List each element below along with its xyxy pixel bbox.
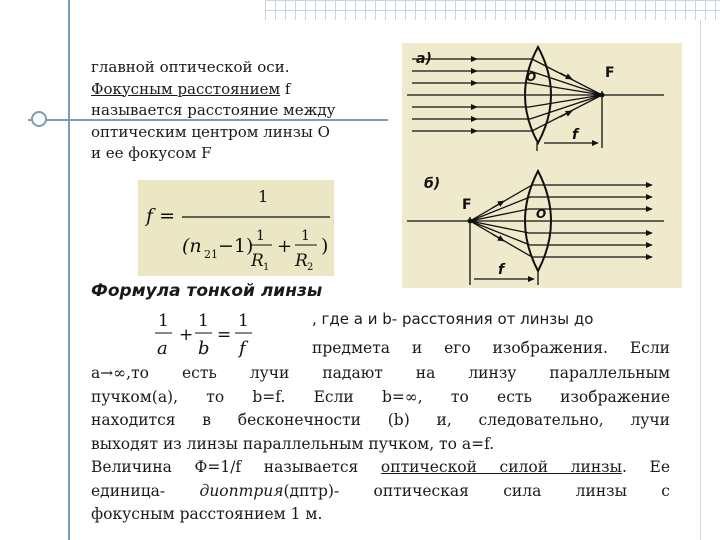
unit-post: (дптр)- оптическая сила линзы с: [283, 481, 670, 500]
focus-F-b: F: [462, 197, 472, 213]
intro-line-3: называется расстояние между: [91, 101, 336, 119]
tlf-f: f: [239, 338, 246, 359]
panel-a-label: а): [416, 51, 432, 67]
formula-description-2: предмета и его изображения. Если: [312, 339, 670, 357]
formula-frac1-num: 1: [256, 228, 265, 244]
thin-lens-formula: [155, 308, 265, 360]
tlf-one-f: 1: [238, 311, 249, 331]
body-line-3: находится в бесконечности (b) и, следовательно, лучи: [91, 411, 670, 429]
intro-line-4: оптическим центром линзы О: [91, 122, 330, 141]
intro-line-2: [91, 79, 411, 101]
focal-definition: [91, 57, 411, 165]
formula-minus-one: −1): [218, 235, 254, 257]
formula-r2: R: [295, 251, 308, 271]
thin-lens-title: Формула тонкой линзы: [91, 281, 323, 301]
focal-f-a: f: [572, 127, 579, 143]
tlf-eq: =: [217, 325, 232, 345]
slide-right-rule: [700, 20, 701, 540]
tlf-a: a: [157, 338, 168, 359]
optical-power-term: оптической силой линзы: [380, 458, 622, 476]
body-line-1: a→∞,то есть лучи падают на линзу параллельным: [91, 364, 670, 382]
intro-f: f: [280, 79, 291, 98]
power-post: . Ее: [621, 458, 671, 476]
diopter-term: диоптрия: [199, 481, 284, 500]
intro-line-1: главной оптической оси.: [91, 58, 290, 76]
center-O-b: O: [536, 207, 547, 221]
focus-F-a: F: [605, 65, 615, 81]
formula-frac2-num: 1: [301, 228, 310, 244]
header-grid-decoration: [265, 0, 720, 20]
tlf-plus: +: [179, 325, 194, 345]
formula-numerator: 1: [258, 187, 269, 206]
power-pre: Величина Ф=1/f называется: [91, 458, 381, 476]
focal-length-term: Фокусным расстоянием: [91, 79, 281, 98]
optical-power-line: [91, 456, 670, 480]
formula-lhs: f =: [146, 205, 175, 227]
formula-plus: +: [277, 236, 293, 257]
formula-close: ): [321, 235, 329, 257]
formula-r1: R: [251, 251, 264, 271]
body-line-4: выходят из линзы параллельным пучком, то a=f.: [91, 434, 495, 453]
focal-f-b: f: [498, 262, 505, 278]
center-O-a: O: [526, 70, 537, 84]
formula-r2-sub: 2: [307, 262, 314, 273]
last-line: фокусным расстоянием 1 м.: [91, 505, 323, 523]
thin-lens-explanation: [91, 362, 670, 527]
body-line-2: пучком(а), то b=f. Если b=∞, то есть изображение: [91, 387, 670, 406]
formula-r1-sub: 1: [263, 262, 270, 273]
tlf-b: b: [198, 338, 210, 359]
slide-vertical-rule: [68, 0, 70, 540]
formula-description-1: , где a и b- расстояния от линзы до: [312, 310, 594, 328]
unit-pre: единица-: [91, 481, 200, 500]
focal-length-formula: [138, 180, 334, 276]
formula-n: (n: [182, 235, 202, 257]
tlf-one-a: 1: [158, 311, 169, 331]
intro-line-5: и ее фокусом F: [91, 144, 212, 162]
slide-ring-ornament: [31, 111, 47, 127]
panel-b-label: б): [424, 176, 441, 192]
tlf-one-b: 1: [198, 311, 209, 331]
lens-ray-diagram: [402, 43, 682, 288]
diopter-line: [91, 480, 670, 504]
formula-n-sub: 21: [204, 248, 218, 261]
